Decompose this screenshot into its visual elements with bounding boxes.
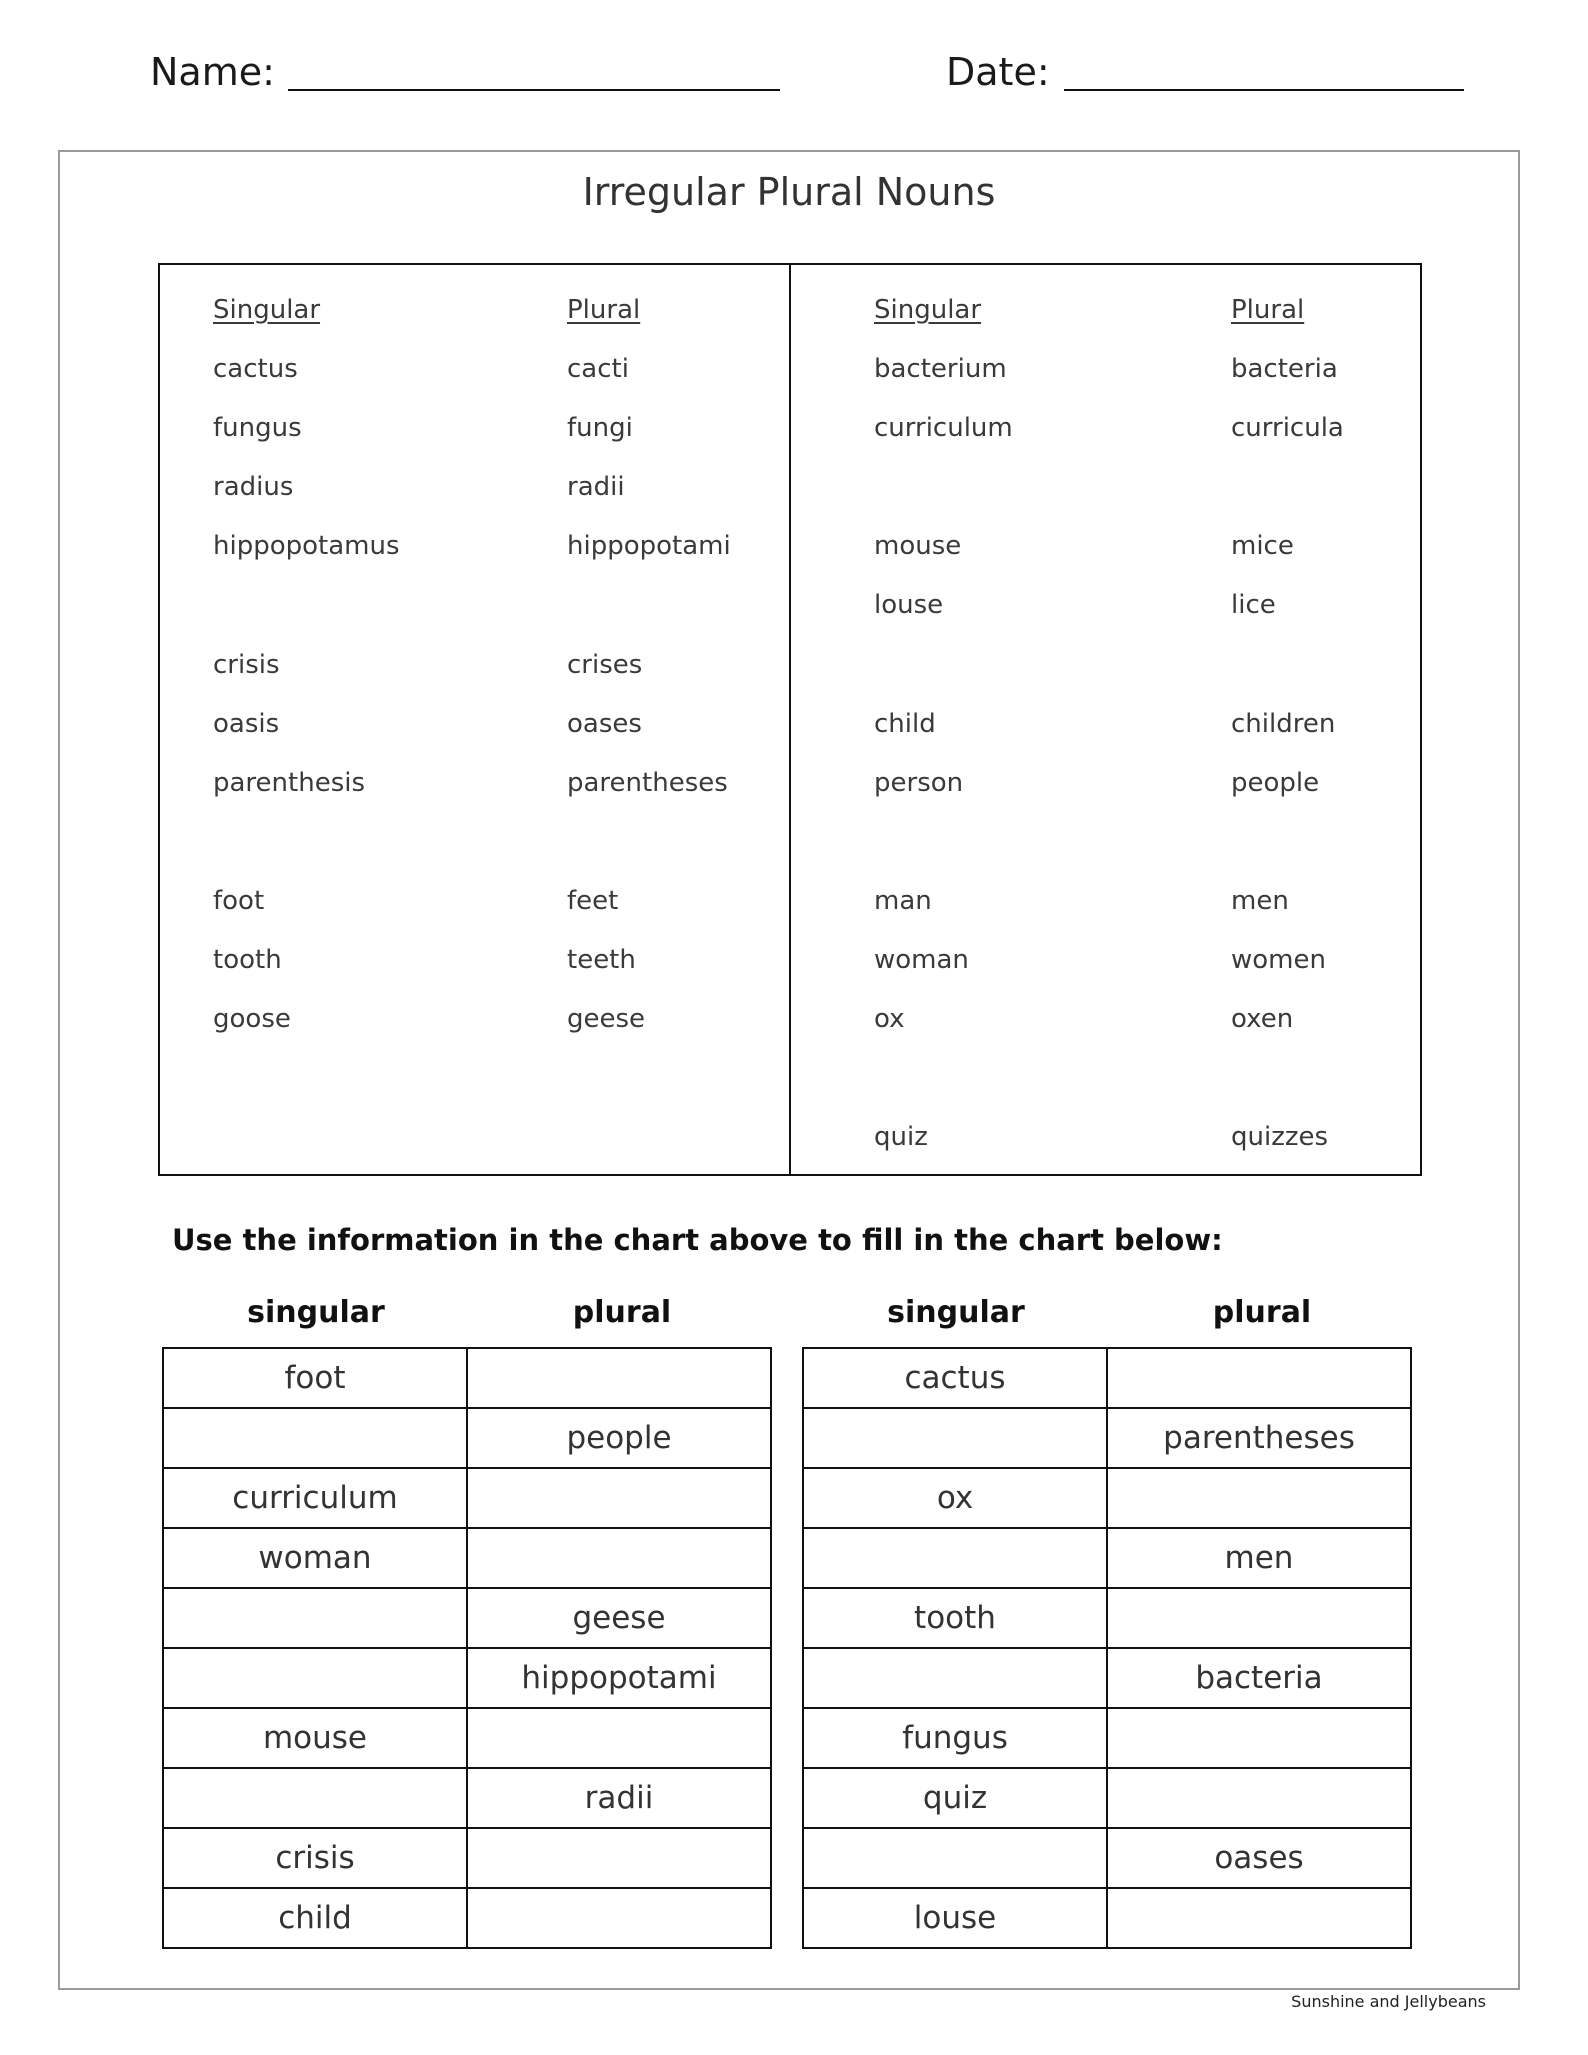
answer-cell[interactable]: woman <box>163 1528 467 1588</box>
reference-word: crises <box>567 650 643 680</box>
answer-cell[interactable]: hippopotami <box>467 1648 771 1708</box>
table-row <box>163 1768 771 1828</box>
answer-cell[interactable]: child <box>163 1888 467 1948</box>
answer-cell[interactable]: tooth <box>803 1588 1107 1648</box>
reference-word: tooth <box>213 945 282 975</box>
answer-cell[interactable]: louse <box>803 1888 1107 1948</box>
reference-word: crisis <box>213 650 280 680</box>
table-row <box>163 1648 771 1708</box>
exercise-left-plural-heading: plural <box>572 1295 672 1330</box>
reference-word: cacti <box>567 354 629 384</box>
reference-word: geese <box>567 1004 646 1034</box>
table-row <box>803 1888 1411 1948</box>
table-row <box>803 1348 1411 1408</box>
reference-word: parentheses <box>567 768 728 798</box>
answer-cell[interactable]: crisis <box>163 1828 467 1888</box>
answer-cell[interactable]: geese <box>467 1588 771 1648</box>
reference-word: children <box>1231 709 1336 739</box>
reference-word: mice <box>1231 531 1294 561</box>
table-row <box>163 1528 771 1588</box>
reference-word: quiz <box>874 1122 928 1152</box>
answer-cell[interactable] <box>467 1708 771 1768</box>
page-title: Irregular Plural Nouns <box>582 170 996 214</box>
name-field-line[interactable] <box>288 89 780 91</box>
reference-word: oasis <box>213 709 280 739</box>
reference-word: cactus <box>213 354 298 384</box>
answer-cell[interactable] <box>1107 1588 1411 1648</box>
reference-word: radius <box>213 472 294 502</box>
date-label: Date: <box>946 50 1050 94</box>
answer-cell[interactable]: fungus <box>803 1708 1107 1768</box>
date-field-line[interactable] <box>1064 89 1464 91</box>
answer-cell[interactable] <box>1107 1348 1411 1408</box>
table-row <box>803 1468 1411 1528</box>
table-row <box>803 1408 1411 1468</box>
reference-word: louse <box>874 590 944 620</box>
answer-cell[interactable]: ox <box>803 1468 1107 1528</box>
answer-cell[interactable] <box>467 1528 771 1588</box>
answer-cell[interactable]: cactus <box>803 1348 1107 1408</box>
reference-word: child <box>874 709 936 739</box>
table-row <box>163 1348 771 1408</box>
answer-cell[interactable]: radii <box>467 1768 771 1828</box>
reference-word: hippopotami <box>567 531 731 561</box>
reference-word: fungi <box>567 413 633 443</box>
reference-word: oases <box>567 709 642 739</box>
answer-cell[interactable] <box>467 1468 771 1528</box>
table-row <box>163 1708 771 1768</box>
answer-cell[interactable]: oases <box>1107 1828 1411 1888</box>
answer-cell[interactable]: foot <box>163 1348 467 1408</box>
table-row <box>163 1588 771 1648</box>
answer-cell[interactable] <box>803 1528 1107 1588</box>
table-row <box>163 1828 771 1888</box>
answer-cell[interactable] <box>467 1888 771 1948</box>
reference-word: oxen <box>1231 1004 1294 1034</box>
reference-word: man <box>874 886 932 916</box>
reference-word: person <box>874 768 964 798</box>
reference-word: people <box>1231 768 1320 798</box>
table-row <box>803 1828 1411 1888</box>
reference-word: curriculum <box>874 413 1013 443</box>
table-row <box>803 1648 1411 1708</box>
answer-cell[interactable] <box>803 1408 1107 1468</box>
reference-word: women <box>1231 945 1326 975</box>
reference-word: hippopotamus <box>213 531 400 561</box>
answer-cell[interactable] <box>1107 1468 1411 1528</box>
reference-word: lice <box>1231 590 1276 620</box>
answer-cell[interactable]: curriculum <box>163 1468 467 1528</box>
reference-word: bacterium <box>874 354 1007 384</box>
reference-word: quizzes <box>1231 1122 1329 1152</box>
answer-cell[interactable] <box>163 1768 467 1828</box>
answer-cell[interactable] <box>1107 1768 1411 1828</box>
credit-text: Sunshine and Jellybeans <box>1291 1992 1486 2011</box>
table-row <box>803 1528 1411 1588</box>
reference-word: curricula <box>1231 413 1344 443</box>
reference-word: ox <box>874 1004 905 1034</box>
answer-cell[interactable]: men <box>1107 1528 1411 1588</box>
answer-cell[interactable] <box>1107 1708 1411 1768</box>
answer-cell[interactable] <box>467 1828 771 1888</box>
table-row <box>163 1888 771 1948</box>
answer-cell[interactable]: parentheses <box>1107 1408 1411 1468</box>
answer-cell[interactable] <box>803 1828 1107 1888</box>
answer-cell[interactable] <box>467 1348 771 1408</box>
reference-right-plural-heading: Plural <box>1231 295 1305 325</box>
answer-cell[interactable] <box>163 1588 467 1648</box>
name-label: Name: <box>150 50 275 94</box>
exercise-table-left <box>162 1347 772 1949</box>
reference-word: mouse <box>874 531 962 561</box>
answer-cell[interactable] <box>163 1648 467 1708</box>
reference-word: parenthesis <box>213 768 366 798</box>
reference-word: goose <box>213 1004 291 1034</box>
answer-cell[interactable]: people <box>467 1408 771 1468</box>
reference-word: woman <box>874 945 969 975</box>
table-row <box>163 1468 771 1528</box>
reference-word: fungus <box>213 413 302 443</box>
instruction-text: Use the information in the chart above to fill in the chart below: <box>172 1223 1223 1257</box>
reference-left-plural-heading: Plural <box>567 295 641 325</box>
table-row <box>803 1768 1411 1828</box>
reference-left-singular-heading: Singular <box>213 295 321 325</box>
reference-word: feet <box>567 886 619 916</box>
exercise-right-plural-heading: plural <box>1212 1295 1312 1330</box>
answer-cell[interactable]: quiz <box>803 1768 1107 1828</box>
table-row <box>163 1408 771 1468</box>
answer-cell[interactable] <box>1107 1888 1411 1948</box>
answer-cell[interactable]: mouse <box>163 1708 467 1768</box>
reference-word: teeth <box>567 945 636 975</box>
exercise-left-singular-heading: singular <box>247 1295 385 1330</box>
exercise-right-singular-heading: singular <box>887 1295 1025 1330</box>
reference-word: foot <box>213 886 265 916</box>
reference-word: radii <box>567 472 625 502</box>
exercise-table-right <box>802 1347 1412 1949</box>
answer-cell[interactable]: bacteria <box>1107 1648 1411 1708</box>
reference-right-singular-heading: Singular <box>874 295 982 325</box>
answer-cell[interactable] <box>803 1648 1107 1708</box>
reference-word: men <box>1231 886 1289 916</box>
table-row <box>803 1588 1411 1648</box>
reference-chart-divider <box>789 263 791 1176</box>
answer-cell[interactable] <box>163 1408 467 1468</box>
table-row <box>803 1708 1411 1768</box>
reference-word: bacteria <box>1231 354 1338 384</box>
